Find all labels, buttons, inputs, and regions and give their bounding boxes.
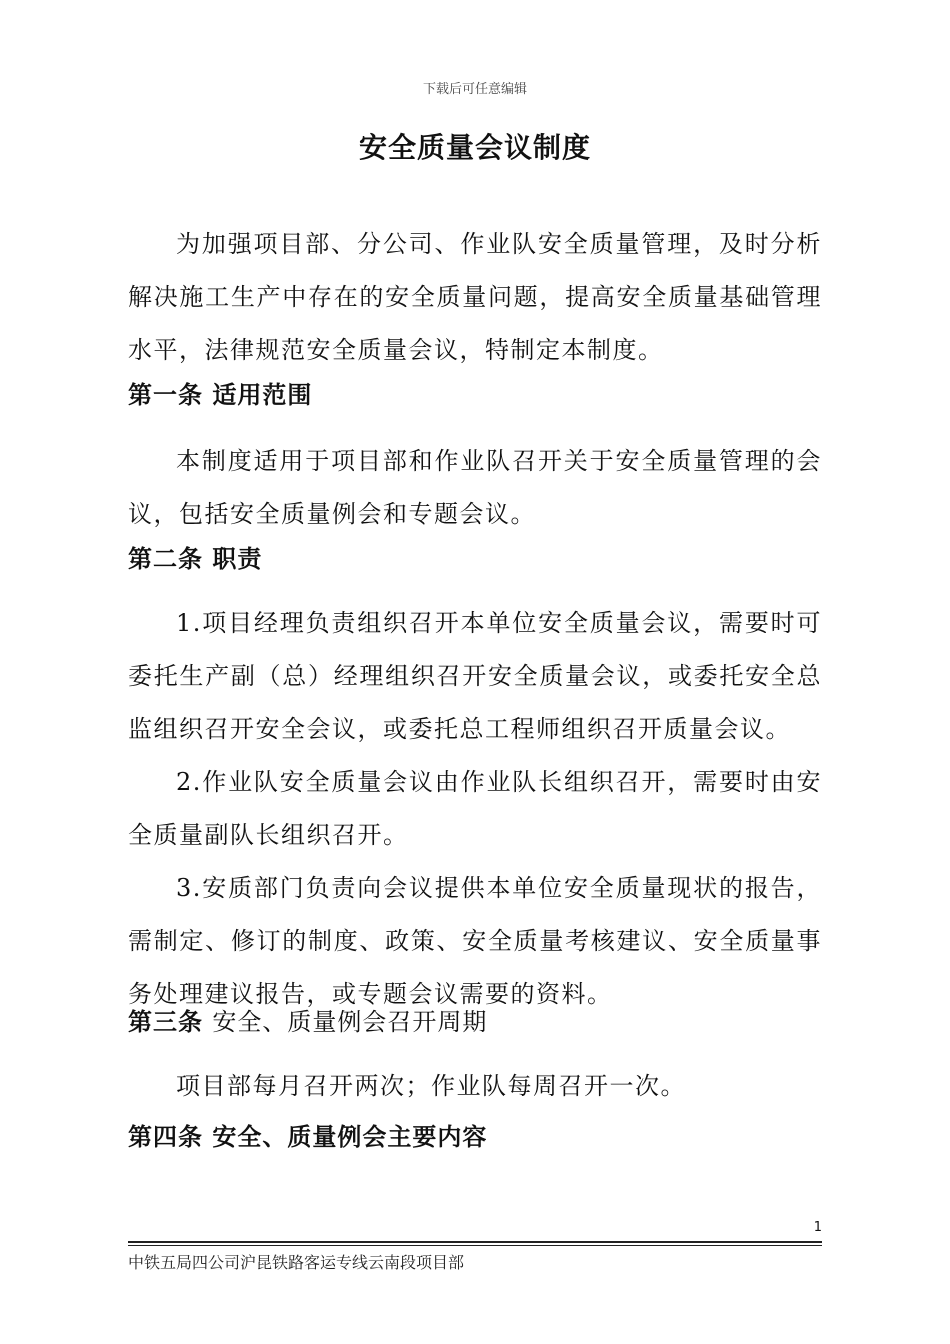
intro-block: [128, 218, 822, 377]
section-2-body: [128, 597, 822, 1021]
section-title: 职责: [212, 544, 263, 573]
section-number: 第二条: [128, 544, 203, 573]
section-paragraph: 3.安质部门负责向会议提供本单位安全质量现状的报告，需制定、修订的制度、政策、安全质量考核建议、安全质量事务处理建议报告，或专题会议需要的资料。: [128, 874, 822, 1008]
footer-divider-thin: [128, 1245, 822, 1246]
page-number: 1: [813, 1220, 822, 1235]
section-number: 第三条: [128, 1007, 203, 1036]
document-title: 安全质量会议制度: [358, 131, 591, 164]
footer-divider: [128, 1241, 822, 1243]
section-1-body: [128, 435, 822, 541]
section-paragraph: 本制度适用于项目部和作业队召开关于安全质量管理的会议，包括安全质量例会和专题会议。: [128, 447, 822, 528]
section-paragraph: 1.项目经理负责组织召开本单位安全质量会议，需要时可委托生产副（总）经理组织召开安全质量会议，或委托安全总监组织召开安全会议，或委托总工程师组织召开质量会议。: [128, 609, 822, 743]
section-heading-4: [128, 1120, 487, 1154]
section-heading-2: [128, 542, 262, 576]
section-number: 第一条: [128, 380, 203, 409]
section-3-body: [128, 1060, 822, 1113]
section-heading-3: [128, 1005, 487, 1039]
header-note: 下载后可任意编辑: [422, 82, 527, 97]
footer-organization: 中铁五局四公司沪昆铁路客运专线云南段项目部: [128, 1253, 465, 1272]
section-title: 安全、质量例会主要内容: [212, 1122, 488, 1151]
section-number: 第四条: [128, 1122, 203, 1151]
section-paragraph: 2.作业队安全质量会议由作业队长组织召开，需要时由安全质量副队长组织召开。: [128, 768, 822, 849]
section-heading-1: [128, 378, 312, 412]
section-title: 安全、质量例会召开周期: [212, 1008, 488, 1036]
section-title: 适用范围: [212, 380, 313, 409]
intro-paragraph: 为加强项目部、分公司、作业队安全质量管理，及时分析解决施工生产中存在的安全质量问题，提高安全质量基础管理水平，法律规范安全质量会议，特制定本制度。: [128, 230, 822, 364]
section-paragraph: 项目部每月召开两次；作业队每周召开一次。: [176, 1072, 686, 1100]
